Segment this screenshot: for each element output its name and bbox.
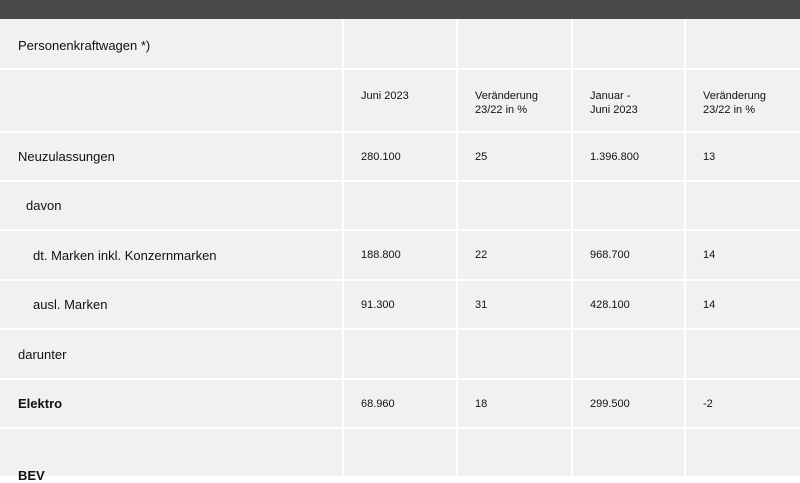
table-row — [0, 133, 800, 180]
title-cell — [0, 19, 342, 68]
row-value: 428.100 — [590, 298, 630, 311]
row-value: 14 — [703, 249, 716, 261]
row-value: 280.100 — [361, 150, 401, 163]
row-label: dt. Marken inkl. Konzernmarken — [33, 247, 217, 263]
row-value: 31 — [475, 298, 488, 311]
column-header-change-ytd: Veränderung 23/22 in % — [703, 90, 766, 116]
top-bar — [0, 0, 800, 19]
table-row — [0, 281, 800, 328]
row-label: davon — [26, 198, 62, 213]
table-row — [0, 330, 800, 378]
row-value: -2 — [703, 397, 713, 410]
row-label: darunter — [18, 346, 67, 362]
table-row — [0, 182, 800, 229]
title-row — [0, 19, 800, 68]
statistics-table — [0, 19, 800, 483]
header-row — [0, 70, 800, 131]
row-label: BEV — [18, 468, 45, 483]
row-value: 68.960 — [361, 397, 395, 410]
row-label: Elektro — [18, 396, 63, 411]
table-title: Personenkraftwagen *) — [18, 38, 151, 53]
row-value: 13 — [703, 150, 716, 163]
table-row — [0, 429, 800, 483]
table-row — [0, 231, 800, 279]
column-header-change-month: Veränderung 23/22 in % — [475, 90, 538, 116]
column-header-ytd: Januar - Juni 2023 — [590, 90, 638, 116]
row-value: 91.300 — [361, 298, 395, 311]
row-value: 188.800 — [361, 249, 401, 261]
column-header-month: Juni 2023 — [361, 90, 409, 102]
row-label: Neuzulassungen — [18, 149, 115, 164]
row-value: 22 — [475, 249, 488, 261]
table-row — [0, 380, 800, 427]
row-value: 14 — [703, 298, 716, 311]
row-value: 299.500 — [590, 397, 630, 410]
row-value: 968.700 — [590, 249, 630, 261]
row-value: 1.396.800 — [590, 150, 639, 163]
row-label: ausl. Marken — [33, 297, 108, 312]
row-value: 18 — [475, 397, 488, 410]
row-value: 25 — [475, 150, 488, 163]
